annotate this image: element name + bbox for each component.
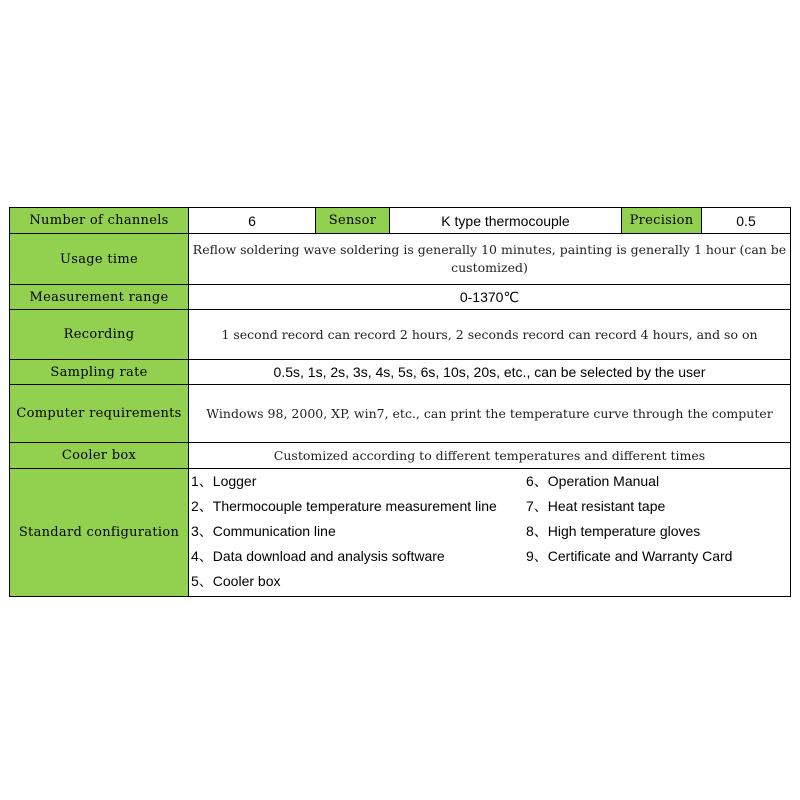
row-measurement-range [10, 285, 791, 310]
cooler-box-value: Customized according to different temperatures and different times [189, 443, 791, 469]
row-standard-configuration [10, 469, 791, 597]
recording-value: 1 second record can record 2 hours, 2 seconds record can record 4 hours, and so on [189, 310, 791, 360]
config-item: 4、Data download and analysis software [191, 548, 445, 564]
config-item: 5、Cooler box [191, 573, 281, 589]
computer-requirements-label: Computer requirements [10, 385, 189, 443]
cooler-box-label: Cooler box [10, 443, 189, 469]
sensor-value: K type thermocouple [390, 208, 622, 234]
config-item: 7、Heat resistant tape [526, 498, 666, 514]
config-item: 9、Certificate and Warranty Card [526, 548, 733, 564]
precision-label: Precision [622, 208, 702, 234]
row-sampling-rate [10, 360, 791, 385]
usage-time-label: Usage time [10, 234, 189, 285]
row-cooler-box [10, 443, 791, 469]
config-item: 1、Logger [191, 473, 257, 489]
row-usage-time [10, 234, 791, 285]
specification-table [9, 207, 791, 597]
precision-value: 0.5 [702, 208, 791, 234]
sensor-label: Sensor [316, 208, 390, 234]
computer-requirements-value: Windows 98, 2000, XP, win7, etc., can print the temperature curve through the computer [189, 385, 791, 443]
usage-time-value: Reflow soldering wave soldering is generally 10 minutes, painting is generally 1 hour (can be customized) [189, 234, 791, 285]
config-item: 2、Thermocouple temperature measurement line [191, 498, 497, 514]
row-recording [10, 310, 791, 360]
standard-configuration-label: Standard configuration [10, 469, 189, 597]
config-item: 3、Communication line [191, 523, 336, 539]
standard-configuration-list [189, 469, 791, 597]
channels-value: 6 [189, 208, 316, 234]
row-channels [10, 208, 791, 234]
config-item: 8、High temperature gloves [526, 523, 701, 539]
config-item: 6、Operation Manual [526, 473, 660, 489]
channels-label: Number of channels [10, 208, 189, 234]
measurement-range-value: 0-1370℃ [189, 285, 791, 310]
measurement-range-label: Measurement range [10, 285, 189, 310]
row-computer-requirements [10, 385, 791, 443]
recording-label: Recording [10, 310, 189, 360]
sampling-rate-value: 0.5s, 1s, 2s, 3s, 4s, 5s, 6s, 10s, 20s, etc., can be selected by the user [189, 360, 791, 385]
sampling-rate-label: Sampling rate [10, 360, 189, 385]
